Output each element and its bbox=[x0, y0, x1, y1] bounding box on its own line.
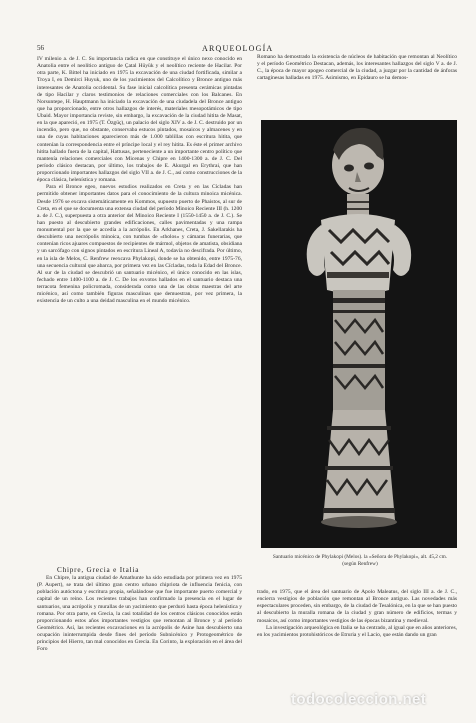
watermark: todocoleccion.net bbox=[291, 691, 427, 708]
left-column-lower bbox=[37, 575, 242, 700]
mycenaean-figurine-image bbox=[261, 120, 457, 548]
paragraph: Para el Bronce egeo, nuevos estudios realizados en Creta y en las Cícladas han permitido obtener importantes datos para el conocimiento de la cultura minoica micénica. Desde 1976 se excava sistemáticamente en Kommos, supuesto puerto de Phaistos, al sur de Creta, en el que se documenta una extensa ciudad del período Minoico Reciente III (h. 1200 a. de J. C.), superpuesta a otra anterior del Minoico Reciente I (1550-1450 a. de J. C.). Se han puesto al descubierto grandes edificaciones, calles pavimentadas y una rampa monumental por la que se accedía a la acrópolis. En Arkhanes, Creta, J. Sakellarakis ha descubierto una necrópolis minoica, con tumbas de «tholos» y cámaras funerarias, que contenían ricos ajuares compuestos de recipientes de mármol, objetos de amatista, obsidiana y un sarcófago con signos pintados en escritura Lineal A, todavía no descifrada. Por último, en la isla de Melos, C. Renfrew reexcava Phylakopi, donde se ha obtenido, entre 1975-76, una secuencia cultural que abarca, por primera vez en las Cícladas, toda la Edad del Bronce. Al sur de la ciudad se descubrió un santuario micénico, el único conocido en las islas, fechado entre 1400-1100 a. de J. C. De los exvotos hallados en el santuario destaca una terracota femenina policromada, considerada como una de las obras maestras del arte micénico, así como también figuras masculinas que demuestran, por vez primera, la existencia de un culto a una deidad masculina en el mundo micénico. bbox=[37, 184, 242, 305]
paragraph: trado, en 1975, que el área del santuario de Apolo Maleatus, del siglo III a. de J. C., encierra vestigios de población que remontan al Bronce antiguo. Las novedades más espectaculares proceden, sin embargo, de la ciudad de Tesalónica, en la que se han puesto al descubierto la muralla romana de la ciudad y gran número de edificios, termas y mosaicos, así como importantes vestigios de las épocas bizantina y medieval. bbox=[257, 589, 457, 624]
running-head: ARQUEOLOGÍA bbox=[202, 44, 274, 53]
paragraph: En Chipre, la antigua ciudad de Amathunte ha sido estudiada por primera vez en 1975 (P. Aupert), se trata del último gran centro urbano chipriota de influencia fenicia, con población autóctona y escritura propia, señalándose que fue importante puerto comercial y capital de un reino. Los recientes trabajos han confirmado la presencia en el lugar de santuarios, una acrópolis y murallas de un yacimiento que perduró hasta época helenística y romana. Por otra parte, en Grecia, la casi totalidad de los centros clásicos conocidos están proporcionando estos años importantes vestigios que remontan al Bronce y al período Geométrico. Así, las recientes excavaciones en la acrópolis de Asine han descubierto una ocupación ininterrumpida desde fines del período Subnicénico y Protogeométrico de principios del Hierro, tan mal conocidos en Grecia. En Corinto, la exploración en el área del Foro bbox=[37, 575, 242, 653]
figure-caption: Santuario micénico de Phylakopi (Melos). la «Señora de Phylakopi», alt. 45,2 cm. (según Renfrew) bbox=[272, 554, 448, 567]
paragraph: La investigación arqueológica en Italia se ha centrado, al igual que en años anteriores, en los yacimientos protohistóricos de Etruria y el Lacio, que están dando un gran bbox=[257, 624, 457, 638]
figure-photo bbox=[261, 120, 457, 548]
paragraph: IV milenio a. de J. C. Su importancia radica en que constituye el único nexo conocido en Anatolia entre el neolítico antiguo de Çatal Hüyük y el neolítico reciente de Hacilar. Por otra parte, K. Bittel ha iniciado en 1975 la excavación de una ciudad fortificada, similar a Troya I, en Demirci Huyuk, uno de los yacimientos del Calcolítico y Bronce antiguo más interesantes de Anatolia occidental. Su fase inicial calcolítica presenta cerámicas pintadas de tipo Hacilar y claros testimonios de relaciones comerciales con los Balcanes. En Norsuntepe, H. Hauptmann ha iniciado la excavación de una ciudadela del Bronce antiguo que ha proporcionado, entre otros hallazgos de interés, materiales mesopotámicos de tipo Ubaid. Mayor importancia reviste, sin embargo, la excavación de la ciudad hitita de Masat, en la que apareció, en 1975 (T. Özgüç), un palacio del siglo XIV a. de J. C. destruido por un incendio, pero que, no obstante, conservaba estucos pintados, mosaicos y almacenes y en una de cuyas habitaciones aparecieron más de 1.000 tablillas con escritura hitita, que contenían la correspondencia entre el príncipe local y el rey hitita. Es éste el primer archivo hitita hallado fuera de la capital, Hattusas, perteneciente a un importante centro político que mantenía relaciones comerciales con Micenas y Chipre en 1400-1300 a. de J. C. Del período clásico destacan, por último, los trabajos de E. Akurgal en Erythrai, que han proporcionado importantes hallazgos del siglo VII a. de J. C., así como construcciones de la época clásica, helenística y romana. bbox=[37, 56, 242, 184]
section-heading: Chipre, Grecia e Italia bbox=[57, 566, 140, 574]
left-column-upper bbox=[37, 56, 242, 572]
right-column-upper bbox=[257, 54, 457, 104]
page-number: 56 bbox=[37, 44, 44, 52]
paragraph: Romano ha demostrado la existencia de núcleos de habitación que remontan al Neolítico y el período Geométrico Destacan, además, los interesantes hallazgos del siglo V a. de J. C., la época de mayor apogeo comercial de la ciudad, a juzgar por la cantidad de ánforas cartaginesas halladas en 1975. Asimismo, en Epidauro se ha demos- bbox=[257, 54, 457, 82]
right-column-lower bbox=[257, 589, 457, 701]
